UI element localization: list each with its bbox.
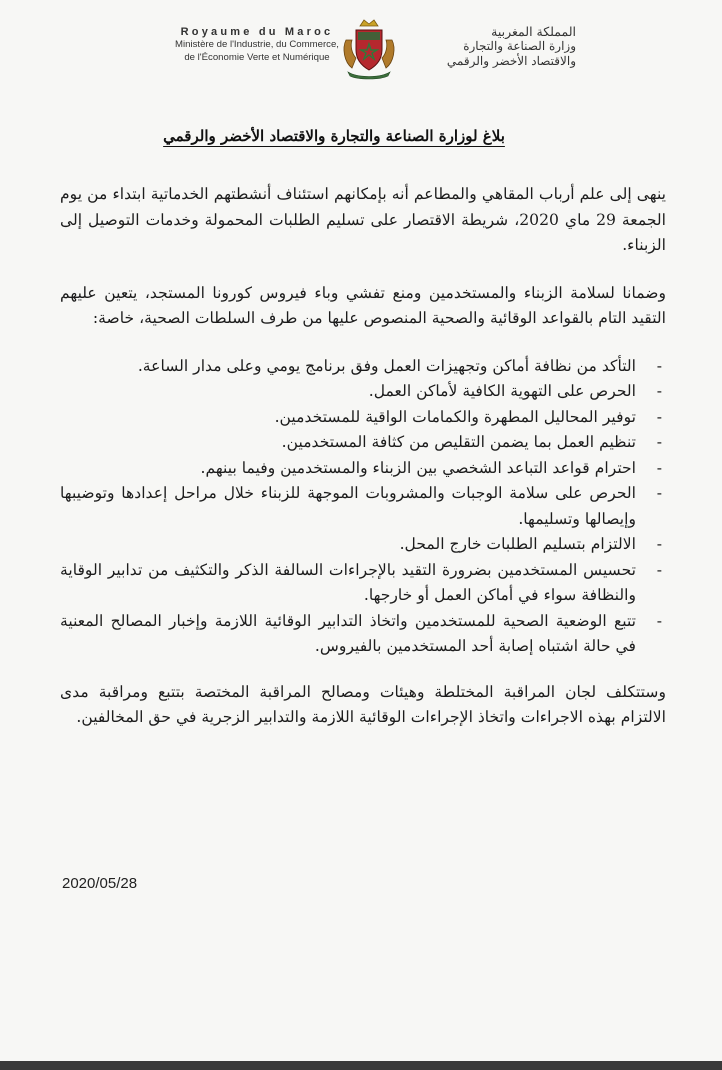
list-item [60, 609, 666, 660]
list-item [60, 558, 666, 609]
list-item [60, 405, 666, 431]
list-item-text: التأكد من نظافة أماكن وتجهيزات العمل وفق برنامج يومي وعلى مدار الساعة. [137, 356, 636, 375]
list-item-text: احترام قواعد التباعد الشخصي بين الزبناء والمستخدمين وفيما بينهم. [200, 458, 636, 477]
bullet-dash: - [656, 458, 662, 477]
paragraph-requirements-intro: وضمانا لسلامة الزبناء والمستخدمين ومنع تفشي وباء فيروس كورونا المستجد، يتعين عليهم التقيد التام بالقواعد الوقائية والصحية المنصوص عليها من طرف السلطات الصحية، خاصة: [60, 283, 666, 327]
list-item [60, 379, 666, 405]
letterhead [0, 14, 722, 84]
list-item [60, 430, 666, 456]
bullet-dash: - [656, 407, 662, 426]
letterhead-french [164, 26, 350, 64]
letterhead-arabic [398, 24, 576, 69]
ministry-name-fr-line-2: de l'Économie Verte et Numérique [184, 52, 330, 63]
list-item-text: تتبع الوضعية الصحية للمستخدمين واتخاذ التدابير الوقائية اللازمة وإخبار المصالح المعنية في حالة اشتباه إصابة أحد المستخدمين بالفيروس. [60, 611, 636, 655]
ministry-name-fr-line-1: Ministère de l'Industrie, du Commerce, [175, 39, 339, 50]
list-item [60, 532, 666, 558]
list-item [60, 481, 666, 532]
paragraph-announcement: ينهى إلى علم أرباب المقاهي والمطاعم أنه بإمكانهم استئناف أنشطتهم الخدماتية ابتداء من يوم الجمعة 29 ماي 2020، شريطة الاقتصار على تسليم الطلبات المحمولة وخدمات التوصيل إلى الزبناء. [60, 185, 666, 254]
bullet-dash: - [656, 356, 662, 375]
list-item-text: الحرص على التهوية الكافية لأماكن العمل. [368, 382, 636, 400]
list-item-text: توفير المحاليل المطهرة والكمامات الواقية للمستخدمين. [274, 407, 636, 426]
kingdom-name-fr: Royaume du Maroc [180, 26, 334, 38]
bullet-dash: - [656, 484, 662, 502]
bottom-edge-bar [0, 1061, 722, 1070]
list-item-text: الحرص على سلامة الوجبات والمشروبات الموجهة للزبناء خلال مراحل إعدادها وتوضيبها وإيصالها وتسليمها. [60, 484, 636, 528]
list-item [60, 354, 666, 380]
list-item-text: تحسيس المستخدمين بضرورة التقيد بالإجراءات السالفة الذكر والتكثيف من تدابير الوقاية والنظافة سواء في أماكن العمل أو خارجها. [60, 560, 636, 604]
paragraph-enforcement: وستتكلف لجان المراقبة المختلطة وهيئات ومصالح المراقبة المختصة بتتبع ومراقبة مدى الالتزام بهذه الاجراءات واتخاذ الإجراءات الوقائية اللازمة والتدابير الزجرية في حق المخالفين. [60, 682, 666, 726]
moroccan-coat-of-arms-icon [340, 18, 398, 82]
list-item [60, 456, 666, 482]
bullet-dash: - [656, 433, 662, 451]
bullet-dash: - [656, 382, 662, 400]
kingdom-name-ar: المملكة المغربية [491, 24, 576, 39]
communique-title: بلاغ لوزارة الصناعة والتجارة والاقتصاد الأخضر والرقمي [163, 127, 505, 145]
bullet-dash: - [656, 560, 662, 579]
communique-date: 2020/05/28 [62, 875, 138, 892]
ministry-name-ar-line-2: والاقتصاد الأخضر والرقمي [446, 54, 576, 68]
ministry-name-ar-line-1: وزارة الصناعة والتجارة [463, 39, 576, 53]
bullet-dash: - [656, 611, 662, 630]
communique-body [60, 182, 666, 753]
requirements-list [60, 354, 666, 660]
list-item-text: تنظيم العمل بما يضمن التقليص من كثافة المستخدمين. [281, 433, 636, 451]
bullet-dash: - [656, 535, 662, 553]
list-item-text: الالتزام بتسليم الطلبات خارج المحل. [399, 535, 636, 553]
